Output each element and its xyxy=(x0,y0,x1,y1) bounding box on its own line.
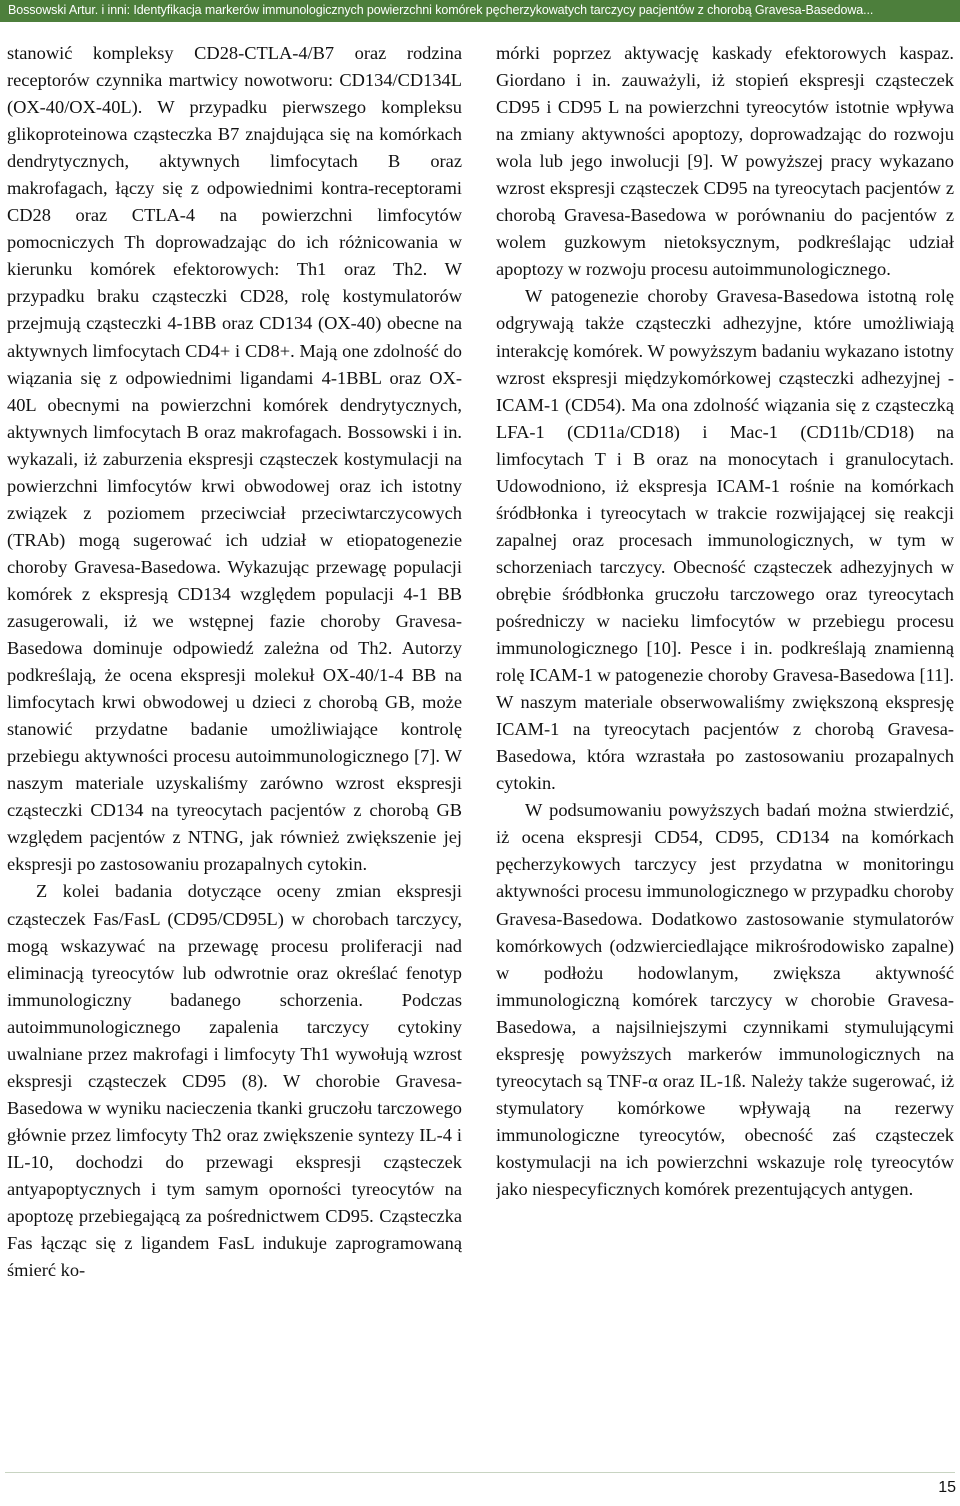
right-column xyxy=(496,40,954,1440)
footer-divider xyxy=(5,1472,955,1473)
running-title: Bossowski Artur. i inni: Identyfikacja markerów immunologicznych powierzchni komórek pęcherzykowatych tarczycy pacjentów z chorobą Gravesa-Basedowa... xyxy=(8,3,874,17)
body-paragraph: Z kolei badania dotyczące oceny zmian ekspresji cząsteczek Fas/FasL (CD95/CD95L) w chorobach tarczycy, mogą wskazywać na przewagę procesu proliferacji nad eliminacją tyreocytów lub odwrotnie oraz określać fenotyp immunologiczny badanego schorzenia. Podczas autoimmunologicznego zapalenia tarczycy cytokiny uwalniane przez makrofagi i limfocyty Th1 wywołują wzrost ekspresji cząsteczek CD95 (8). W chorobie Gravesa-Basedowa w wyniku nacieczenia tkanki gruczołu tarczowego głównie przez limfocyty Th2 oraz zwiększenie syntezy IL-4 i IL-10, dochodzi do przewagi ekspresji cząsteczek antyapoptycznych i tym samym oporności tyreocytów na apoptozę przebiegającą za pośrednictwem CD95. Cząsteczka Fas łącząc się z ligandem FasL indukuje zaprogramowaną śmierć ko- xyxy=(7,881,462,1281)
page-number: 15 xyxy=(938,1479,956,1496)
body-paragraph: stanowić kompleksy CD28-CTLA-4/B7 oraz rodzina receptorów czynnika martwicy nowotworu: CD134/CD134L (OX-40/OX-40L). W przypadku pierwszego kompleksu glikoproteinowa cząsteczka B7 znajdująca się na komórkach dendrytycznych, aktywnych limfocytach B oraz makrofagach, łączy się z odpowiednimi kontra-receptorami CD28 oraz CTLA-4 na powierzchni limfocytów pomocniczych Th doprowadzając do ich różnicowania w kierunku komórek efektorowych: Th1 oraz Th2. W przypadku braku cząsteczki CD28, rolę kostymulatorów przejmują cząsteczki 4-1BB oraz CD134 (OX-40) obecne na aktywnych limfocytach CD4+ i CD8+. Mają one zdolność do wiązania się z odpowiednimi ligandami 4-1BBL oraz OX-40L obecnymi na powierzchni komórek dendrytycznych, aktywnych limfocytach B oraz makrofagach. Bossowski i in. wykazali, iż zaburzenia ekspresji cząsteczek kostymulacji na powierzchni limfocytów krwi obwodowej oraz ich istotny związek z poziomem przeciwciał przeciwtarczycowych (TRAb) mogą sugerować ich udział w etiopatogenezie choroby Gravesa-Basedowa. Wykazując przewagę populacji komórek z ekspresją CD134 względem populacji 4-1 BB zasugerowali, iż we wstępnej fazie choroby Gravesa-Basedowa dominuje odpowiedź zależna od Th2. Autorzy podkreślają, że ocena ekspresji molekuł OX-40/1-4 BB na limfocytach krwi obwodowej u dzieci z chorobą GB, może stanowić przydatne badanie umożliwiające kontrolę przebiegu aktywności procesu autoimmunologicznego [7]. W naszym materiale uzyskaliśmy zarówno wzrost ekspresji cząsteczki CD134 na tyreocytach pacjentów z chorobą GB względem pacjentów z NTNG, jak również zwiększenie jej ekspresji po zastosowaniu prozapalnych cytokin. xyxy=(7,43,462,875)
left-column xyxy=(7,40,462,1440)
running-header xyxy=(0,0,960,22)
body-paragraph: W patogenezie choroby Gravesa-Basedowa istotną rolę odgrywają także cząsteczki adhezyjne, które umożliwiają interakcję komórek. W powyższym badaniu wykazano istotny wzrost ekspresji międzykomórkowej cząsteczki adhezyjnej -ICAM-1 (CD54). Ma ona zdolność wiązania się z cząsteczką LFA-1 (CD11a/CD18) i Mac-1 (CD11b/CD18) na limfocytach T i B oraz na monocytach i granulocytach. Udowodniono, iż ekspresja ICAM-1 rośnie na komórkach śródbłonka i tyreocytach w trakcie rozwijającej się reakcji zapalnej oraz procesach immunologicznych, w tym w schorzeniach tarczycy. Obecność cząsteczek adhezyjnych w obrębie śródbłonka gruczołu tarczowego oraz tyreocytach pośredniczy w nacieku limfocytów w przebiegu procesu immunologicznego [10]. Pesce i in. podkreślają znamienną rolę ICAM-1 w patogenezie choroby Gravesa-Basedowa [11]. W naszym materiale obserwowaliśmy zwiększoną ekspresję ICAM-1 na tyreocytach pacjentów z chorobą Gravesa-Basedowa, która wzrastała po zastosowaniu prozapalnych cytokin. xyxy=(496,286,954,794)
body-paragraph: W podsumowaniu powyższych badań można stwierdzić, iż ocena ekspresji CD54, CD95, CD134 na komórkach pęcherzykowych tarczycy jest przydatna w monitoringu aktywności procesu immunologicznego w przypadku choroby Gravesa-Basedowa. Dodatkowo zastosowanie stymulatorów komórkowych (odzwierciedlające mikrośrodowisko zapalne) w podłożu hodowlanym, zwiększa aktywność immunologiczną komórek tarczycy w chorobie Gravesa-Basedowa, a najsilniejszymi czynnikami stymulującymi ekspresję powyższych markerów immunologicznych na tyreocytach są TNF-α oraz IL-1ß. Należy także sugerować, iż stymulatory komórkowe wpływają na rezerwy immunologiczne tyreocytów, obecność zaś cząsteczek kostymulacji na ich powierzchni wskazuje rolę tyreocytów jako niespecyficznych komórek prezentujących antygen. xyxy=(496,800,954,1199)
body-paragraph: mórki poprzez aktywację kaskady efektorowych kaspaz. Giordano i in. zauważyli, iż stopień ekspresji cząsteczek CD95 i CD95 L na powierzchni tyreocytów istotnie wpływa na zmiany aktywności apoptozy, doprowadzając do rozwoju wola lub jego inwolucji [9]. W powyższej pracy wykazano wzrost ekspresji cząsteczek CD95 na tyreocytach pacjentów z chorobą Gravesa-Basedowa w porównaniu do pacjentów z wolem guzkowym nietoksycznym, podkreślając udział apoptozy w rozwoju procesu autoimmunologicznego. xyxy=(496,43,954,280)
